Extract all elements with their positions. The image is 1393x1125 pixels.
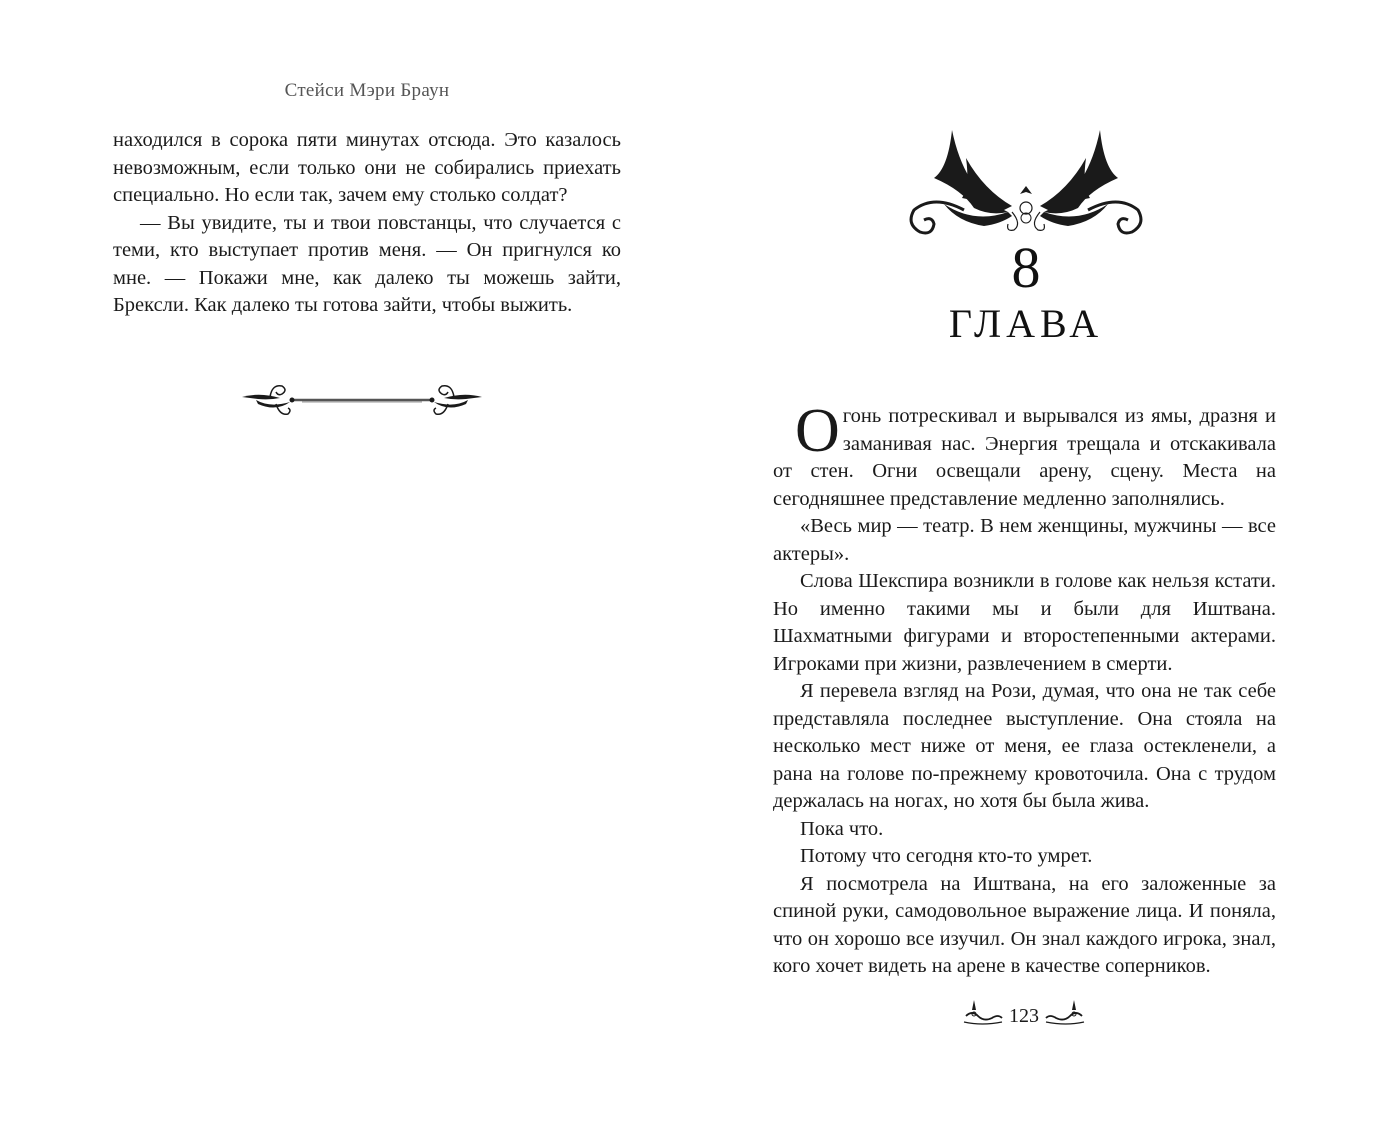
- page-number-block: [962, 996, 1086, 1036]
- paragraph: Пока что.: [800, 817, 884, 840]
- running-head: Стейси Мэри Браун: [284, 80, 450, 101]
- left-body-text: [113, 127, 621, 320]
- paragraph: — Вы увидите, ты и твои повстанцы, что случается с теми, кто выступает против меня. — Он пригнулся ко мне. — Покажи мне, как далеко ты можешь зайти, Брексли. Как далеко ты готова зайти, чтобы выжить.: [113, 211, 621, 316]
- paragraph: Слова Шекспира возникли в голове как нельзя кстати. Но именно такими мы и были для Иштвана. Шахматными фигурами и второстепенными актерами. Игроками при жизни, развлечением в смерти.: [773, 570, 1276, 675]
- left-flourish: [242, 386, 295, 415]
- page-number: 123: [1009, 1005, 1039, 1027]
- right-flourish: [430, 386, 483, 415]
- paragraph: находился в сорока пяти минутах отсюда. Это казалось невозможным, если только они не собирались приехать специально. Но если так, зачем ему столько солдат?: [113, 129, 621, 206]
- chapter-heading-ornament: [904, 128, 1148, 246]
- paragraph: Потому что сегодня кто-то умрет.: [800, 845, 1093, 867]
- right-page: [696, 0, 1393, 1125]
- paragraph: Я посмотрела на Иштвана, на его заложенные за спиной руки, самодовольное выражение лица. И поняла, что он хорошо все изучил. Он знал каждого игрока, знал, кого хочет видеть на арене в качестве соперников.: [773, 872, 1276, 977]
- first-paragraph-text: гонь потрескивал и вырывался из ямы, дразня и заманивая нас. Энергия трещала и отскакивала от стен. Огни освещали арену, сцену. Места на сегодняшнее представление медленно заполнялись.: [773, 405, 1276, 510]
- paragraph: «Весь мир — театр. В нем женщины, мужчины — все актеры».: [773, 515, 1276, 565]
- left-page: [0, 0, 696, 1125]
- left-wing-flourish: [911, 130, 1017, 233]
- chapter-number: 8: [1011, 235, 1041, 300]
- right-wing-flourish: [1034, 130, 1140, 233]
- first-paragraph: [773, 397, 1276, 513]
- right-body-text: [773, 397, 1276, 981]
- drop-cap: О: [795, 397, 840, 465]
- chapter-title: ГЛАВА: [948, 301, 1104, 346]
- scene-break-ornament: [240, 378, 484, 422]
- paragraph: Я перевела взгляд на Рози, думая, что она не так себе представляла последнее выступление. Она стояла на несколько мест ниже от меня, ее глаза остекленели, а рана на голове по-прежнему кровоточила. Она с трудом держалась на ногах, но хотя бы была жива.: [773, 680, 1276, 812]
- crown-icon: [1020, 186, 1032, 194]
